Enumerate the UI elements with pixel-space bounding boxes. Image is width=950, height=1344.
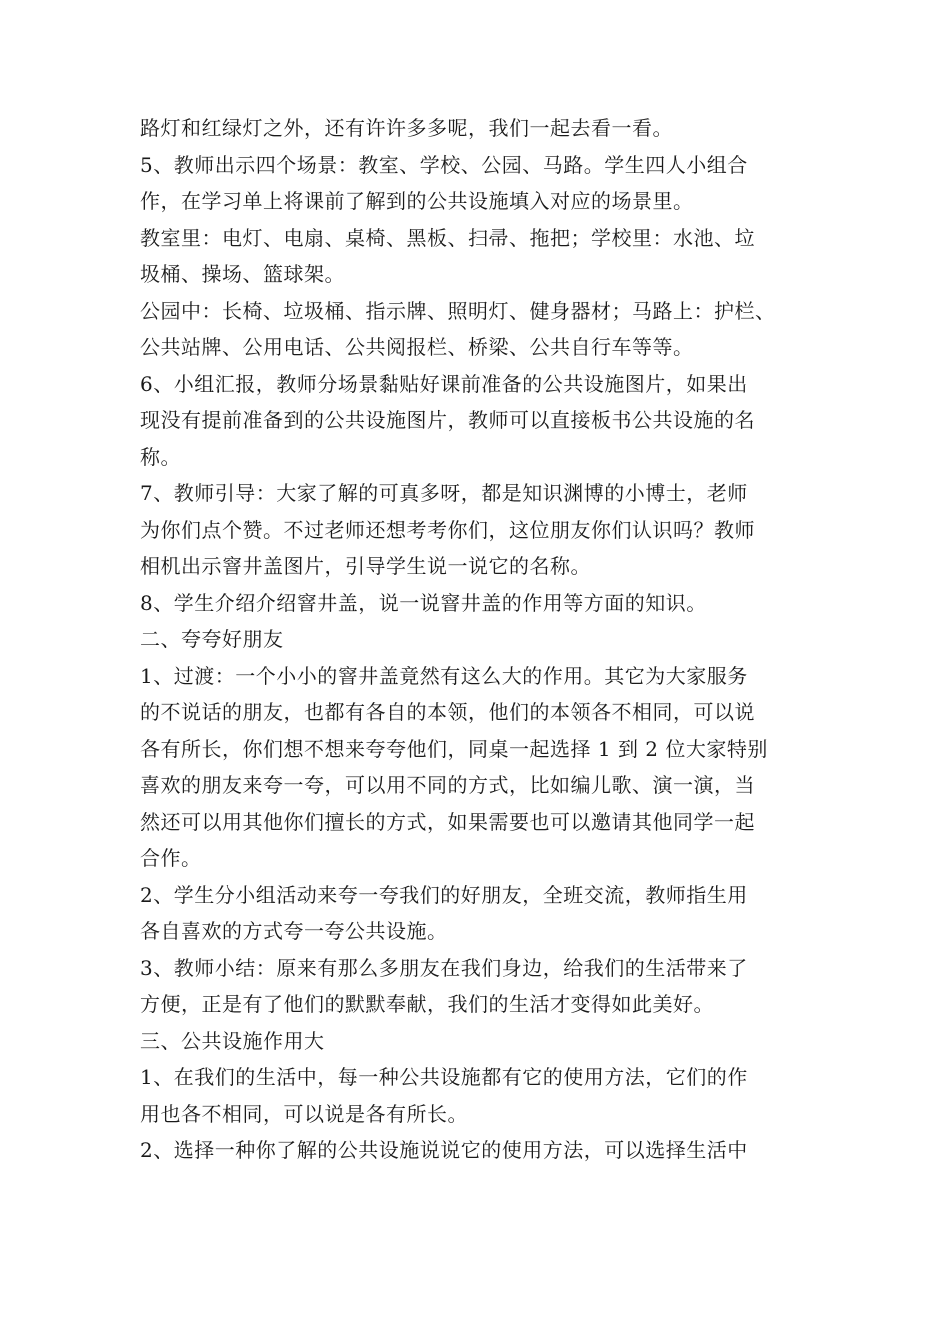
text-line: 相机出示窨井盖图片，引导学生说一说它的名称。: [140, 554, 591, 578]
text-line: 喜欢的朋友来夸一夸，可以用不同的方式，比如编儿歌、演一演，当: [140, 773, 755, 797]
text-line: 公园中：长椅、垃圾桶、指示牌、照明灯、健身器材；马路上：护栏、: [140, 298, 776, 323]
text-line: 方便，正是有了他们的默默奉献，我们的生活才变得如此美好。: [140, 992, 714, 1016]
text-line: 圾桶、操场、篮球架。: [140, 262, 345, 286]
text-line: 各自喜欢的方式夸一夸公共设施。: [140, 919, 448, 943]
text-line: 2、选择一种你了解的公共设施说说它的使用方法，可以选择生活中: [140, 1138, 748, 1162]
section-heading: 二、夸夸好朋友: [140, 627, 284, 651]
text-line: 现没有提前准备到的公共设施图片，教师可以直接板书公共设施的名: [140, 408, 755, 432]
text-line: 2、学生分小组活动来夸一夸我们的好朋友，全班交流，教师指生用: [140, 882, 748, 907]
text-line: 合作。: [140, 846, 202, 870]
text-line: 教室里：电灯、电扇、桌椅、黑板、扫帚、拖把；学校里：水池、垃: [140, 225, 755, 250]
text-line: 路灯和红绿灯之外，还有许许多多呢，我们一起去看一看。: [140, 116, 673, 140]
text-line: 3、教师小结：原来有那么多朋友在我们身边，给我们的生活带来了: [140, 955, 748, 980]
text-line: 公共站牌、公用电话、公共阅报栏、桥梁、公共自行车等等。: [140, 335, 694, 359]
text-line: 8、学生介绍介绍窨井盖，说一说窨井盖的作用等方面的知识。: [140, 590, 707, 615]
text-line: 的不说话的朋友，也都有各自的本领，他们的本领各不相同，可以说: [140, 700, 755, 724]
text-line: 各有所长，你们想不想来夸夸他们，同桌一起选择 1 到 2 位大家特别: [140, 736, 768, 761]
text-line: 5、教师出示四个场景：教室、学校、公园、马路。学生四人小组合: [140, 152, 748, 177]
text-line: 称。: [140, 444, 181, 469]
text-line: 然还可以用其他你们擅长的方式，如果需要也可以邀请其他同学一起: [140, 809, 755, 834]
document-body: [140, 110, 830, 1169]
text-line: 7、教师引导：大家了解的可真多呀，都是知识渊博的小博士，老师: [140, 481, 748, 505]
text-line: 6、小组汇报，教师分场景黏贴好课前准备的公共设施图片，如果出: [140, 371, 748, 396]
text-line: 用也各不相同，可以说是各有所长。: [140, 1101, 468, 1126]
text-line: 1、在我们的生活中，每一种公共设施都有它的使用方法，它们的作: [140, 1065, 748, 1089]
text-line: 为你们点个赞。不过老师还想考考你们，这位朋友你们认识吗？教师: [140, 517, 755, 542]
text-line: 1、过渡：一个小小的窨井盖竟然有这么大的作用。其它为大家服务: [140, 663, 748, 688]
section-heading: 三、公共设施作用大: [140, 1028, 325, 1053]
text-line: 作，在学习单上将课前了解到的公共设施填入对应的场景里。: [140, 189, 694, 213]
